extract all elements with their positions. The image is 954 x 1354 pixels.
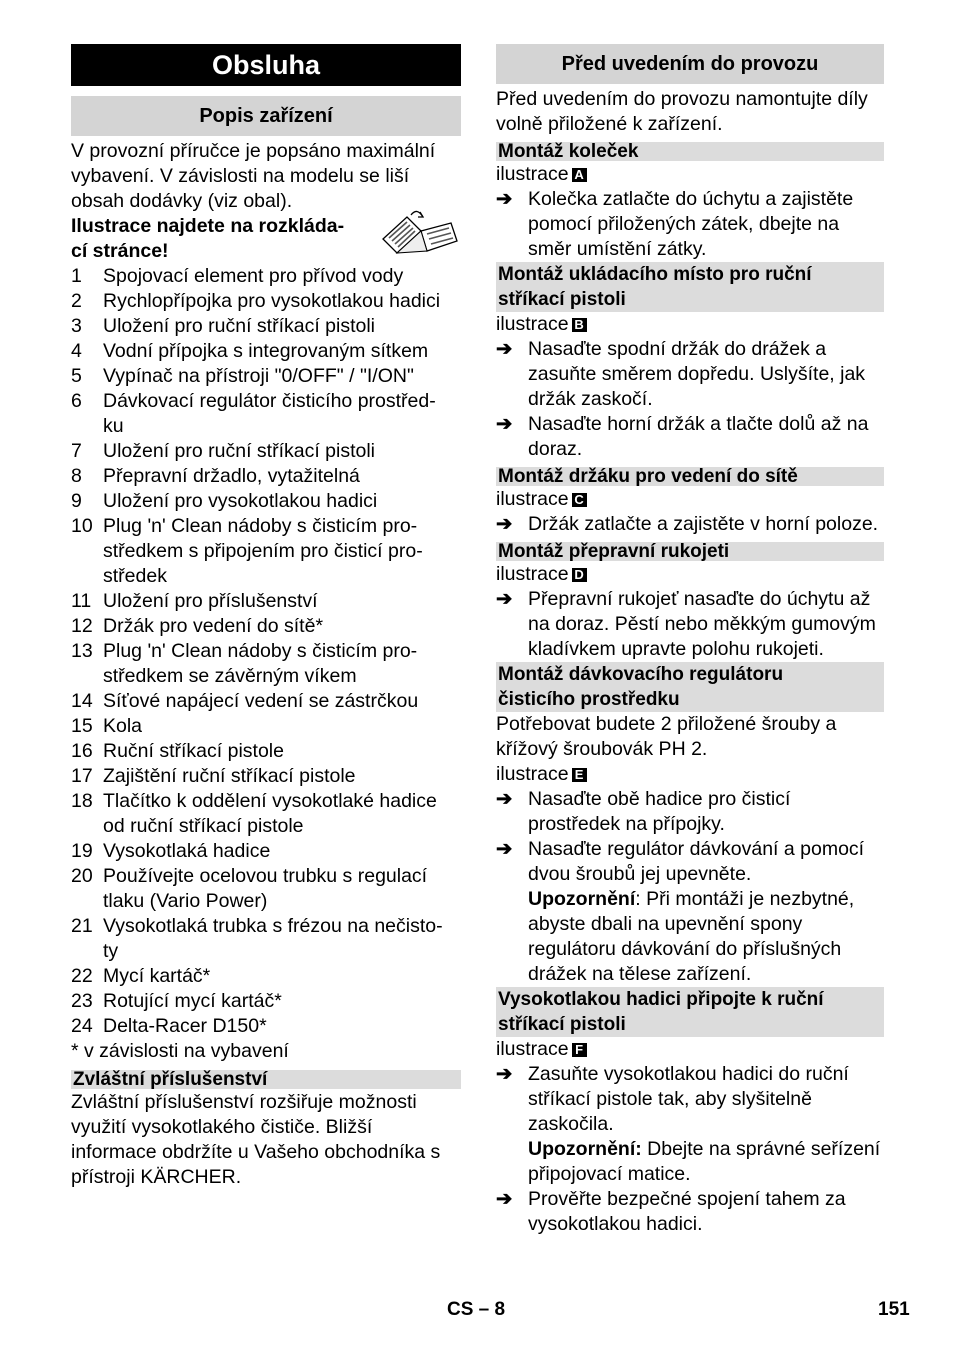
list-item bbox=[71, 489, 461, 514]
book-icon bbox=[377, 209, 461, 259]
step: ➔ Přepravní rukojeť nasaďte do úchytu až na doraz. Pěstí nebo měkkým gumovým kladívkem upravte polohu rukojeti. bbox=[496, 588, 876, 660]
arrow-icon: ➔ bbox=[496, 1063, 513, 1085]
illustration-ref-d: ilustrace D bbox=[496, 562, 884, 587]
list-item-text: Používejte ocelovou trubku s regulací tlaku (Vario Power) bbox=[103, 865, 428, 912]
right-intro: Před uvedením do provozu namontujte díly volně přiložené k zařízení. bbox=[496, 88, 868, 135]
arrow-icon: ➔ bbox=[496, 1188, 513, 1210]
list-item-text: Delta-Racer D150* bbox=[103, 1015, 267, 1037]
step: ➔ Kolečka zatlačte do úchytu a zajistěte pomocí přiložených zátek, dbejte na směr umístění zátky. bbox=[496, 188, 854, 260]
list-item-text: Zajištění ruční stříkací pistole bbox=[103, 765, 356, 787]
list-item-number: 9 bbox=[71, 490, 82, 512]
list-item-text: Uložení pro vysokotlakou hadici bbox=[103, 490, 378, 512]
footer-section-label: CS – 8 bbox=[447, 1299, 506, 1320]
heading-transport-handle: Montáž přepravní rukojeti bbox=[496, 542, 884, 561]
illustration-letter-d: D bbox=[572, 568, 587, 582]
arrow-icon: ➔ bbox=[496, 838, 513, 860]
list-item bbox=[71, 339, 461, 364]
section-heading-before-operation: Před uvedením do provozu bbox=[496, 44, 884, 84]
list-item-number: 2 bbox=[71, 290, 82, 312]
list-item bbox=[71, 589, 461, 614]
list-item-number: 11 bbox=[71, 590, 92, 612]
list-item bbox=[71, 389, 461, 439]
list-item bbox=[71, 314, 461, 339]
list-item bbox=[71, 739, 461, 764]
list-item-number: 19 bbox=[71, 840, 93, 862]
list-item-text: Uložení pro ruční stříkací pistoli bbox=[103, 315, 376, 337]
illustration-letter-c: C bbox=[572, 493, 587, 507]
illustration-letter-a: A bbox=[572, 168, 587, 182]
list-item-number: 12 bbox=[71, 615, 93, 637]
list-item-text: Plug 'n' Clean nádoby s čisticím pro- středkem s připojením pro čisticí pro- středek bbox=[103, 515, 423, 587]
illustration-note bbox=[71, 214, 461, 264]
list-item bbox=[71, 964, 461, 989]
heading-gun-holder: Montáž ukládacího místo pro ruční stříkací pistoli bbox=[496, 262, 884, 312]
list-item-number: 16 bbox=[71, 740, 93, 762]
list-item bbox=[71, 639, 461, 689]
heading-wheels: Montáž koleček bbox=[496, 142, 884, 161]
component-list bbox=[71, 264, 461, 1039]
list-item-text: Vypínač na přístroji "0/OFF" / "I/ON" bbox=[103, 365, 414, 387]
list-item-number: 13 bbox=[71, 640, 93, 662]
illustration-letter-f: F bbox=[572, 1043, 587, 1057]
list-item-text: Ruční stříkací pistole bbox=[103, 740, 284, 762]
list-item-text: Síťové napájecí vedení se zástrčkou bbox=[103, 690, 419, 712]
list-item-text: Vodní přípojka s integrovaným sítkem bbox=[103, 340, 429, 362]
heading-connect-hose: Vysokotlakou hadici připojte k ruční stříkací pistoli bbox=[496, 987, 884, 1037]
list-item bbox=[71, 689, 461, 714]
page-number: 151 bbox=[878, 1299, 910, 1320]
list-item-number: 17 bbox=[71, 765, 93, 787]
list-item-text: Kola bbox=[103, 715, 143, 737]
list-item-number: 1 bbox=[71, 265, 82, 287]
step: ➔ Nasaďte spodní držák do drážek a zasuňte směrem dopředu. Uslyšíte, jak držák zaskočí. bbox=[496, 338, 866, 410]
list-item-number: 6 bbox=[71, 390, 82, 412]
illustration-ref-a: ilustrace A bbox=[496, 162, 884, 187]
list-item-text: Plug 'n' Clean nádoby s čisticím pro- středkem se závěrným víkem bbox=[103, 640, 418, 687]
list-item-text: Tlačítko k oddělení vysokotlaké hadice od ruční stříkací pistole bbox=[103, 790, 437, 837]
list-item bbox=[71, 864, 461, 914]
note-label: Upozornění bbox=[528, 888, 636, 910]
arrow-icon: ➔ bbox=[496, 513, 513, 535]
step: ➔ Nasaďte regulátor dávkování a pomocí dvou šroubů jej upevněte. bbox=[496, 838, 865, 885]
list-item-number: 7 bbox=[71, 440, 82, 462]
list-item-text: Přepravní držadlo, vytažitelná bbox=[103, 465, 360, 487]
list-item-number: 10 bbox=[71, 515, 93, 537]
note-label: Upozornění: bbox=[528, 1138, 642, 1160]
list-item bbox=[71, 714, 461, 739]
accessories-text: Zvláštní příslušenství rozšiřuje možnosti využití vysokotlakého čističe. Bližší informace obdržíte u Vašeho obchodníka s přístroji KÄRCHER. bbox=[71, 1091, 441, 1188]
illustration-note-line1: Ilustrace najdete na rozkláda- bbox=[71, 215, 345, 237]
illustration-note-line2: cí stránce! bbox=[71, 240, 169, 262]
detergent-regulator-text: Potřebovat budete 2 přiložené šrouby a křížový šroubovák PH 2. bbox=[496, 713, 837, 760]
arrow-icon: ➔ bbox=[496, 413, 513, 435]
list-item-text: Držák pro vedení do sítě* bbox=[103, 615, 324, 637]
note: Upozornění: Dbejte na správné seřízení připojovací matice. bbox=[528, 1138, 881, 1185]
list-item-text: Uložení pro ruční stříkací pistoli bbox=[103, 440, 376, 462]
list-item bbox=[71, 914, 461, 964]
list-item-number: 5 bbox=[71, 365, 82, 387]
list-item-text: Vysokotlaká trubka s frézou na nečisto- ty bbox=[103, 915, 443, 962]
illustration-ref-c: ilustrace C bbox=[496, 487, 884, 512]
list-item-number: 14 bbox=[71, 690, 93, 712]
step: ➔ Nasaďte obě hadice pro čisticí prostředek na přípojky. bbox=[496, 788, 791, 835]
list-item-text: Rotující mycí kartáč* bbox=[103, 990, 282, 1012]
right-column bbox=[496, 44, 884, 1237]
list-item bbox=[71, 514, 461, 589]
footnote: * v závislosti na vybavení bbox=[71, 1040, 289, 1062]
step: ➔ Prověřte bezpečné spojení tahem za vysokotlakou hadici. bbox=[496, 1188, 846, 1235]
step: ➔ Držák zatlačte a zajistěte v horní poloze. bbox=[496, 513, 879, 535]
list-item-number: 3 bbox=[71, 315, 82, 337]
list-item bbox=[71, 989, 461, 1014]
list-item-text: Dávkovací regulátor čisticího prostřed- ku bbox=[103, 390, 436, 437]
heading-cable-holder: Montáž držáku pro vedení do sítě bbox=[496, 467, 884, 486]
section-heading-device-description: Popis zařízení bbox=[71, 96, 461, 136]
list-item-number: 4 bbox=[71, 340, 82, 362]
arrow-icon: ➔ bbox=[496, 588, 513, 610]
list-item-number: 20 bbox=[71, 865, 93, 887]
list-item bbox=[71, 614, 461, 639]
intro-paragraph: V provozní příručce je popsáno maximální vybavení. V závislosti na modelu se liší obsah dodávky (viz obal). bbox=[71, 140, 436, 212]
list-item bbox=[71, 264, 461, 289]
list-item-number: 21 bbox=[71, 915, 93, 937]
list-item-number: 8 bbox=[71, 465, 82, 487]
list-item-number: 15 bbox=[71, 715, 93, 737]
step: ➔ Zasuňte vysokotlakou hadici do ruční stříkací pistole tak, aby slyšitelně zaskočila. bbox=[496, 1063, 849, 1135]
list-item bbox=[71, 839, 461, 864]
page-title: Obsluha bbox=[71, 44, 461, 86]
list-item-text: Vysokotlaká hadice bbox=[103, 840, 271, 862]
list-item-text: Uložení pro příslušenství bbox=[103, 590, 318, 612]
list-item-number: 24 bbox=[71, 1015, 93, 1037]
illustration-ref-f: ilustrace F bbox=[496, 1037, 884, 1062]
list-item bbox=[71, 439, 461, 464]
list-item bbox=[71, 364, 461, 389]
note: Upozornění: Při montáži je nezbytné, abyste dbali na upevnění spony regulátoru dávkování do příslušných drážek na tělese zařízení. bbox=[528, 888, 855, 985]
arrow-icon: ➔ bbox=[496, 338, 513, 360]
accessories-heading: Zvláštní příslušenství bbox=[71, 1070, 461, 1089]
step: ➔ Nasaďte horní držák a tlačte dolů až na doraz. bbox=[496, 413, 869, 460]
left-column bbox=[71, 44, 461, 1190]
list-item bbox=[71, 289, 461, 314]
arrow-icon: ➔ bbox=[496, 188, 513, 210]
list-item-text: Mycí kartáč* bbox=[103, 965, 211, 987]
illustration-letter-b: B bbox=[572, 318, 587, 332]
list-item-text: Rychlopřípojka pro vysokotlakou hadici bbox=[103, 290, 441, 312]
list-item bbox=[71, 464, 461, 489]
list-item-number: 18 bbox=[71, 790, 93, 812]
list-item-text: Spojovací element pro přívod vody bbox=[103, 265, 404, 287]
list-item-number: 22 bbox=[71, 965, 93, 987]
illustration-ref-e: ilustrace E bbox=[496, 762, 884, 787]
illustration-ref-b: ilustrace B bbox=[496, 312, 884, 337]
arrow-icon: ➔ bbox=[496, 788, 513, 810]
list-item-number: 23 bbox=[71, 990, 93, 1012]
list-item bbox=[71, 764, 461, 789]
list-item bbox=[71, 1014, 461, 1039]
heading-detergent-regulator: Montáž dávkovacího regulátoru čisticího prostředku bbox=[496, 662, 884, 712]
illustration-letter-e: E bbox=[572, 768, 587, 782]
list-item bbox=[71, 789, 461, 839]
